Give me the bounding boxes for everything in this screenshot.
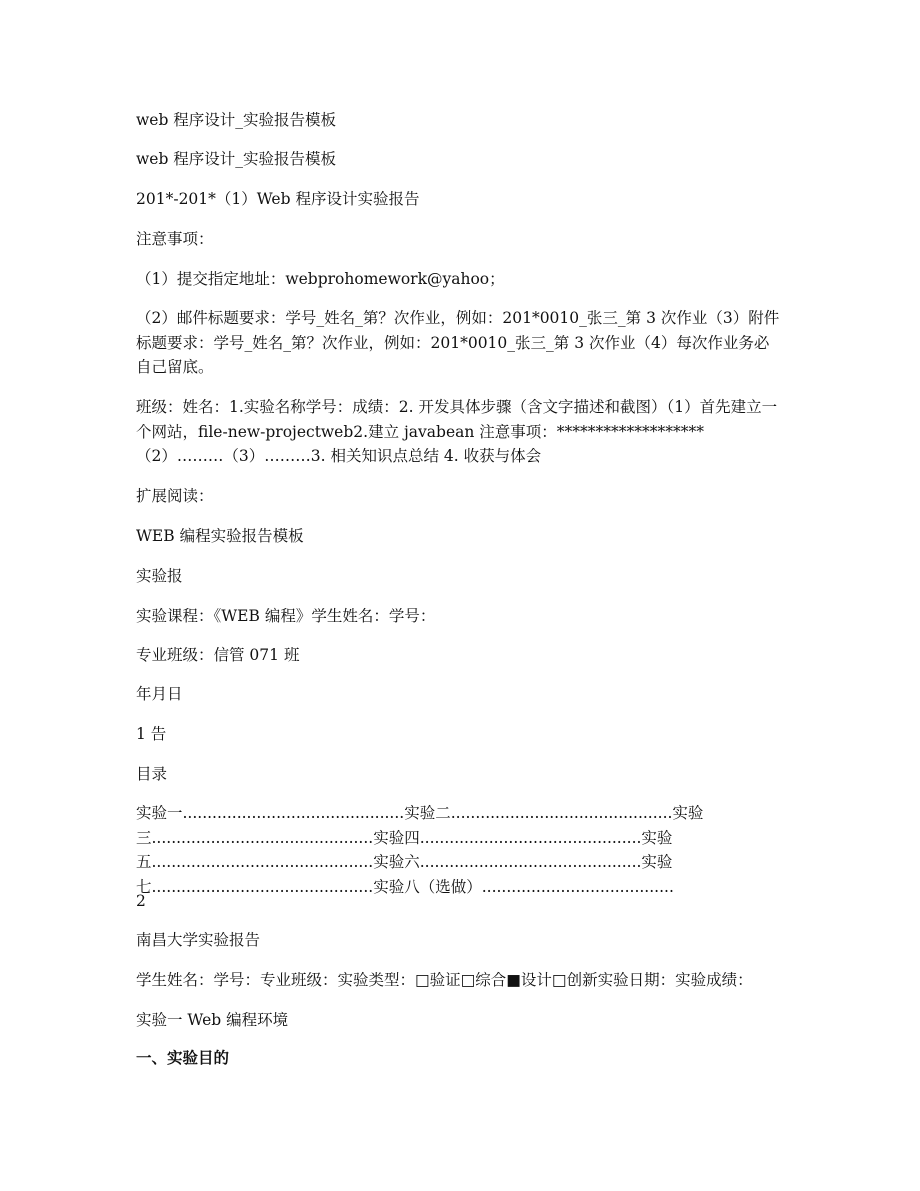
toc-heading: 目录 [136, 765, 168, 783]
page-number-2: 2 [136, 892, 146, 910]
template-title: WEB 编程实验报告模板 [136, 527, 304, 545]
major-line: 专业班级：信管 071 班 [136, 646, 300, 664]
notice-heading: 注意事项： [136, 230, 214, 248]
university-report-title: 南昌大学实验报告 [136, 931, 261, 949]
course-line: 实验课程：《WEB 编程》学生姓名：学号： [136, 607, 436, 625]
notice-item-1: （1）提交指定地址：webprohomework@yahoo； [136, 270, 505, 288]
experiment-1-title: 实验一 Web 编程环境 [136, 1011, 289, 1029]
doc-title-1: web 程序设计_实验报告模板 [136, 111, 337, 129]
table-of-contents: 实验一.............................................实验二.............................................实验三.............................................实验四.............................................实验五.............................................实验六.............................................实验七.............................................实验八（选做）....................................... [136, 804, 704, 896]
section-1-heading: 一、实验目的 [136, 1048, 230, 1067]
student-info-line: 学生姓名：学号：专业班级：实验类型：□验证□综合■设计□创新实验日期：实验成绩： [136, 971, 753, 989]
doc-subtitle: 201*-201*（1）Web 程序设计实验报告 [136, 190, 420, 208]
notice-item-2: （2）邮件标题要求：学号_姓名_第？次作业，例如：201*0010_张三_第 3 次作业（3）附件标题要求：学号_姓名_第？次作业，例如：201*0010_张三_第 3 次作业（4）每次作业务必自己留底。 [136, 309, 780, 376]
report-label: 实验报 [136, 567, 183, 585]
extended-reading-label: 扩展阅读： [136, 487, 214, 505]
page-number-1: 1 告 [136, 725, 167, 743]
doc-title-2: web 程序设计_实验报告模板 [136, 150, 337, 168]
date-line: 年月日 [136, 685, 183, 703]
class-info-paragraph: 班级：姓名：1.实验名称学号：成绩：2. 开发具体步骤（含文字描述和截图）（1）首先建立一个网站，file-new-projectweb2.建立 javabean 注意事项：******************* （2）………（3）………3. 相关知识点总结 4. 收获与体会 [136, 398, 778, 465]
